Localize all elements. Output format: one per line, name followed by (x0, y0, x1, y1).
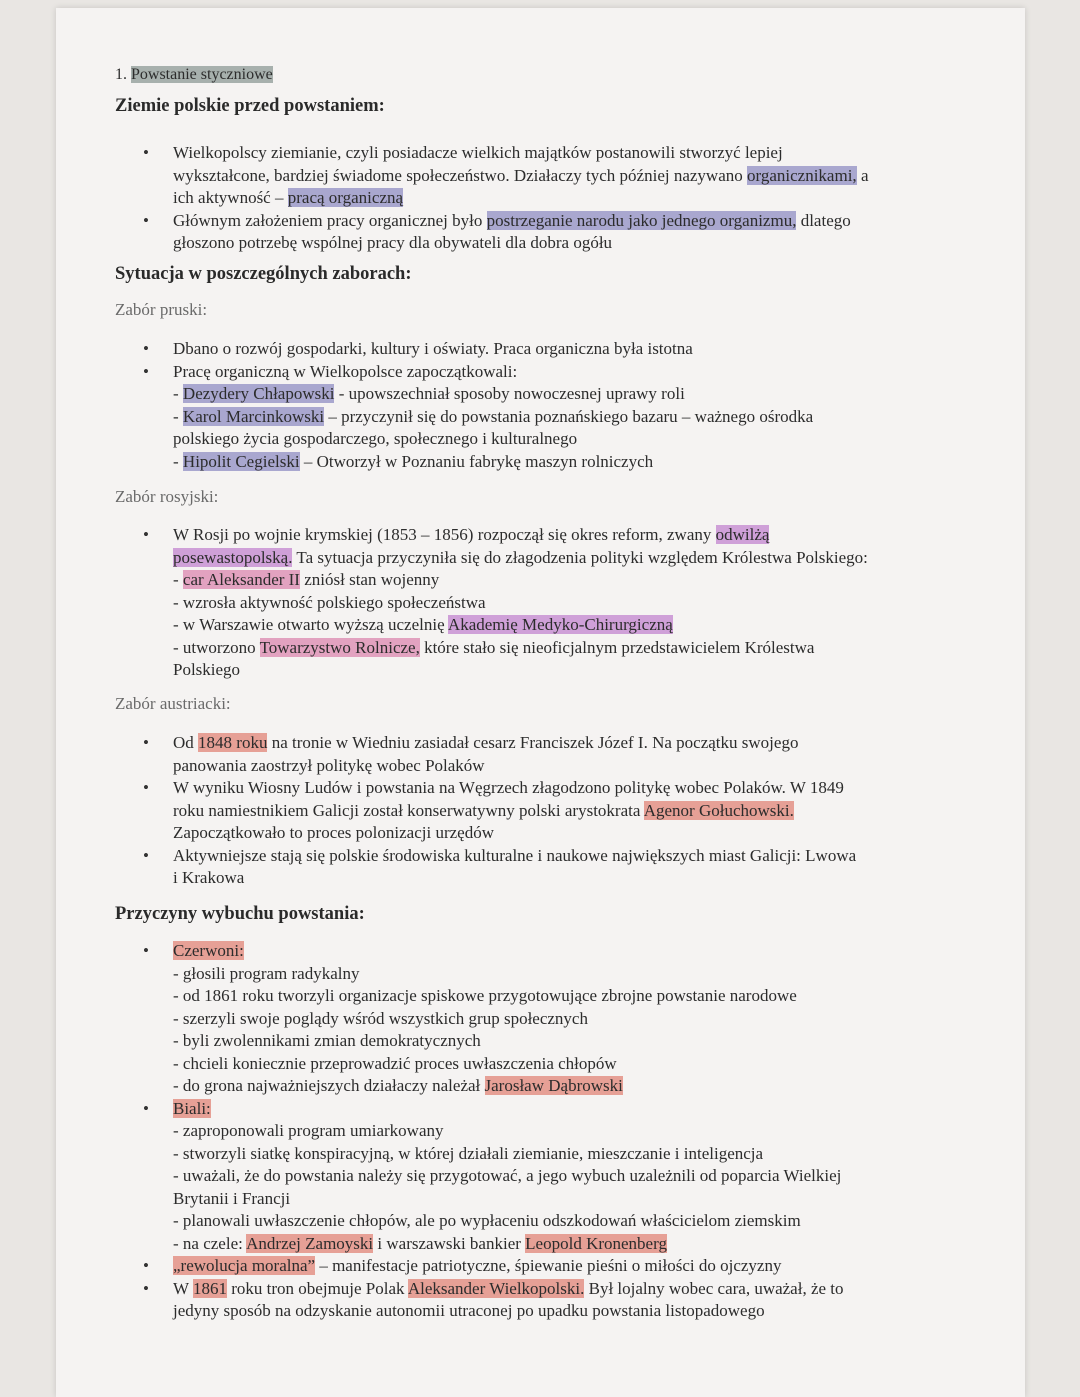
highlight: Akademię Medyko-Chirurgiczną (447, 615, 673, 634)
highlight: Dezydery Chłapowski (182, 384, 335, 403)
text-line: • Głównym założeniem pracy organicznej było postrzeganie narodu jako jednego organizmu, dlatego (173, 210, 851, 230)
causes-list (173, 940, 993, 1323)
text-line: i Krakowa (173, 868, 245, 887)
before-uprising-list (173, 142, 993, 255)
text-line: - stworzyli siatkę konspiracyjną, w której działali ziemianie, mieszczanie i inteligencja (173, 1143, 764, 1163)
text-line: - szerzyli swoje poglądy wśród wszystkich grup społecznych (173, 1008, 588, 1028)
text-line: Polskiego (173, 660, 241, 679)
text-line: posewastopolską. Ta sytuacja przyczyniła się do złagodzenia polityki względem Królestwa Polskiego: (173, 547, 868, 567)
highlight: Aleksander Wielkopolski. (407, 1278, 585, 1298)
list-item (173, 1278, 993, 1323)
text-line: - Hipolit Cegielski – Otworzył w Poznaniu fabrykę maszyn rolniczych (173, 451, 654, 471)
text-line: ich aktywność – pracą organiczną (173, 188, 404, 207)
highlight: Leopold Kronenberg (525, 1233, 667, 1253)
text-line: - utworzono Towarzystwo Rolnicze, które stało się nieoficjalnym przedstawicielem Królestwa (173, 637, 815, 657)
text-line: jedyny sposób na odzyskanie autonomii utraconej po upadku powstania listopadowego (173, 1301, 765, 1320)
highlight: car Aleksander II (182, 570, 300, 589)
highlight: organicznikami, (747, 165, 857, 185)
text-line: - planowali uwłaszczenie chłopów, ale po wypłaceniu odszkodowań właścicielom ziemskim (173, 1211, 801, 1230)
subheading-russian: Zabór rosyjski: (115, 487, 219, 506)
text-line: - Karol Marcinkowski – przyczynił się do powstania poznańskiego bazaru – ważnego ośrodka (173, 406, 814, 426)
list-item (173, 732, 993, 777)
highlight: postrzeganie narodu jako jednego organizmu, (486, 210, 797, 230)
text-line: • W Rosji po wojnie krymskiej (1853 – 1856) rozpoczął się okres reform, zwany odwilżą (173, 525, 770, 544)
subheading-prussian: Zabór pruski: (115, 300, 208, 319)
list-item (173, 361, 993, 474)
section-title-row (115, 66, 273, 84)
text-line: Zapoczątkowało to proces polonizacji urzędów (173, 823, 494, 842)
text-line: - na czele: Andrzej Zamoyski i warszawski bankier Leopold Kronenberg (173, 1233, 667, 1253)
text-line (173, 1098, 993, 1121)
text-line: Brytanii i Francji (173, 1188, 291, 1208)
text-line: • Pracę organiczną w Wielkopolsce zapoczątkowali: (173, 361, 518, 381)
highlight: Hipolit Cegielski (182, 451, 300, 471)
text-line: • „rewolucja moralna” – manifestacje patriotyczne, śpiewanie pieśni o miłości do ojczyzny (173, 1256, 782, 1275)
list-item (173, 142, 993, 210)
text-line: - zaproponowali program umiarkowany (173, 1121, 444, 1140)
text-line: • Od 1848 roku na tronie w Wiedniu zasiadał cesarz Franciszek Józef I. Na początku swojego (173, 733, 799, 752)
list-item (173, 338, 993, 361)
text-line: - od 1861 roku tworzyli organizacje spiskowe przygotowujące zbrojne powstanie narodowe (173, 986, 797, 1005)
highlight: „rewolucja moralna” (173, 1256, 316, 1275)
text-line: - w Warszawie otwarto wyższą uczelnię Akademię Medyko-Chirurgiczną (173, 615, 673, 634)
text-line: polskiego życia gospodarczego, społecznego i kulturalnego (173, 429, 578, 448)
text-line: głoszono potrzebę wspólnej pracy dla obywateli dla dobra ogółu (173, 233, 613, 252)
highlight: Jarosław Dąbrowski (484, 1076, 623, 1095)
section-title: Powstanie styczniowe (131, 66, 273, 83)
section-number: 1. (115, 66, 127, 83)
heading-before-uprising: Ziemie polskie przed powstaniem: (115, 96, 385, 116)
text-line: • Wielkopolscy ziemianie, czyli posiadacze wielkich majątków postanowili stworzyć lepiej (173, 143, 783, 162)
austrian-list (173, 732, 993, 890)
list-item (173, 1098, 993, 1256)
highlight: Biali: (173, 1098, 211, 1118)
heading-situation: Sytuacja w poszczególnych zaborach: (115, 264, 412, 284)
text-line: • W 1861 roku tron obejmuje Polak Aleksander Wielkopolski. Był lojalny wobec cara, uważał, że to (173, 1278, 844, 1298)
text-line: • Dbano o rozwój gospodarki, kultury i oświaty. Praca organiczna była istotna (173, 339, 693, 358)
text-line: - chcieli koniecznie przeprowadzić proces uwłaszczenia chłopów (173, 1053, 617, 1073)
text-line: - car Aleksander II zniósł stan wojenny (173, 570, 440, 589)
highlight: 1848 roku (198, 733, 268, 752)
text-line: • Aktywniejsze stają się polskie środowiska kulturalne i naukowe największych miast Galicji: Lwowa (173, 845, 857, 865)
text-line: - do grona najważniejszych działaczy należał Jarosław Dąbrowski (173, 1076, 623, 1095)
list-item (173, 524, 993, 682)
text-line: - uważali, że do powstania należy się przygotować, a jego wybuch uzależnili od poparcia Wielkiej (173, 1166, 842, 1185)
highlight: 1861 (193, 1278, 227, 1298)
highlight: Agenor Gołuchowski. (643, 800, 794, 820)
list-item (173, 940, 993, 1098)
text-line: panowania zaostrzył politykę wobec Polaków (173, 755, 485, 775)
highlight: pracą organiczną (287, 188, 404, 207)
text-line: - głosili program radykalny (173, 963, 360, 983)
list-item (173, 1255, 993, 1278)
subheading-austrian: Zabór austriacki: (115, 694, 231, 713)
russian-list (173, 524, 993, 682)
highlight: Andrzej Zamoyski (246, 1233, 374, 1253)
text-line: - Dezydery Chłapowski - upowszechniał sposoby nowoczesnej uprawy roli (173, 384, 685, 403)
text-line: roku namiestnikiem Galicji został konserwatywny polski arystokrata Agenor Gołuchowski. (173, 800, 794, 820)
highlight: Karol Marcinkowski (182, 406, 325, 426)
prussian-list (173, 338, 993, 473)
list-item (173, 845, 993, 890)
list-item (173, 777, 993, 845)
list-item (173, 210, 993, 255)
text-line (173, 940, 993, 963)
heading-causes: Przyczyny wybuchu powstania: (115, 904, 365, 924)
highlight: Czerwoni: (173, 941, 244, 960)
highlight: posewastopolską. (173, 547, 293, 567)
text-line: wykształcone, bardziej świadome społeczeństwo. Działaczy tych później nazywano organicznikami, a (173, 165, 869, 185)
text-line: - wzrosła aktywność polskiego społeczeństwa (173, 592, 486, 612)
document-page (56, 8, 1025, 1397)
highlight: Towarzystwo Rolnicze, (259, 637, 420, 657)
text-line: • W wyniku Wiosny Ludów i powstania na Węgrzech złagodzono politykę wobec Polaków. W 1849 (173, 778, 844, 797)
text-line: - byli zwolennikami zmian demokratycznych (173, 1031, 481, 1050)
highlight: odwilżą (715, 525, 770, 544)
